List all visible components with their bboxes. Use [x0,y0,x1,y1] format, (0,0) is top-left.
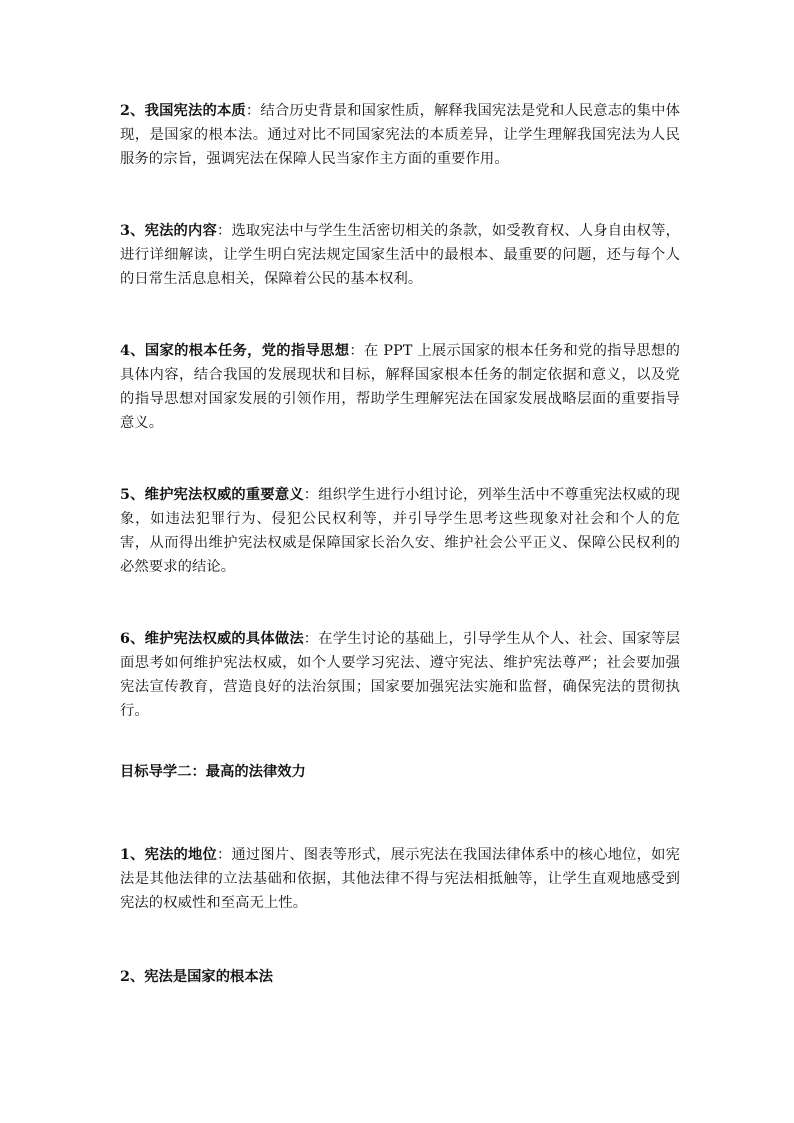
paragraph-body: ：组织学生进行小组讨论，列举生活中不尊重宪法权威的现象，如违法犯罪行为、侵犯公民权利等，并引导学生思考这些现象对社会和个人的危害，从而得出维护宪法权威是保障国家长治久安、维护社会公平正义、保障公民权利的必然要求的结论。 [120,487,680,576]
paragraph-heading: 1、宪法的地位 [120,847,217,864]
paragraph-body: ：选取宪法中与学生生活密切相关的条款，如受教育权、人身自由权等，进行详细解读，让学生明白宪法规定国家生活中的最根本、最重要的问题，还与每个人的日常生活息息相关，保障着公民的基本权利。 [120,223,680,288]
paragraph-heading: 5、维护宪法权威的重要意义 [120,487,304,504]
paragraph-heading: 4、国家的根本任务，党的指导思想 [120,343,350,360]
paragraph-authority-significance [120,483,680,579]
paragraph-fundamental-task [120,339,680,435]
paragraph-heading: 6、维护宪法权威的具体做法 [120,631,304,648]
paragraph-authority-practice [120,627,680,723]
paragraph-body: ：结合历史背景和国家性质，解释我国宪法是党和人民意志的集中体现，是国家的根本法。通过对比不同国家宪法的本质差异，让学生理解我国宪法为人民服务的宗旨，强调宪法在保障人民当家作主方面的重要作用。 [120,103,680,168]
paragraph-constitution-status [120,843,680,915]
paragraph-constitution-content [120,219,680,291]
paragraph-constitution-essence [120,99,680,171]
paragraph-body: ：在 PPT 上展示国家的根本任务和党的指导思想的具体内容，结合我国的发展现状和目标，解释国家根本任务的制定依据和意义，以及党的指导思想对国家发展的引领作用，帮助学生理解宪法在国家发展战略层面的重要指导意义。 [120,343,680,432]
paragraph-body: ：通过图片、图表等形式，展示宪法在我国法律体系中的核心地位，如宪法是其他法律的立法基础和依据，其他法律不得与宪法相抵触等，让学生直观地感受到宪法的权威性和至高无上性。 [120,847,680,912]
subsection-heading: 2、宪法是国家的根本法 [120,969,273,985]
paragraph-body: ：在学生讨论的基础上，引导学生从个人、社会、国家等层面思考如何维护宪法权威，如个人要学习宪法、遵守宪法、维护宪法尊严；社会要加强宪法宣传教育，营造良好的法治氛围；国家要加强宪法实施和监督，确保宪法的贯彻执行。 [120,631,680,720]
paragraph-heading: 3、宪法的内容 [120,223,217,240]
paragraph-heading: 2、我国宪法的本质 [120,103,246,120]
section-heading: 目标导学二：最高的法律效力 [120,764,306,780]
